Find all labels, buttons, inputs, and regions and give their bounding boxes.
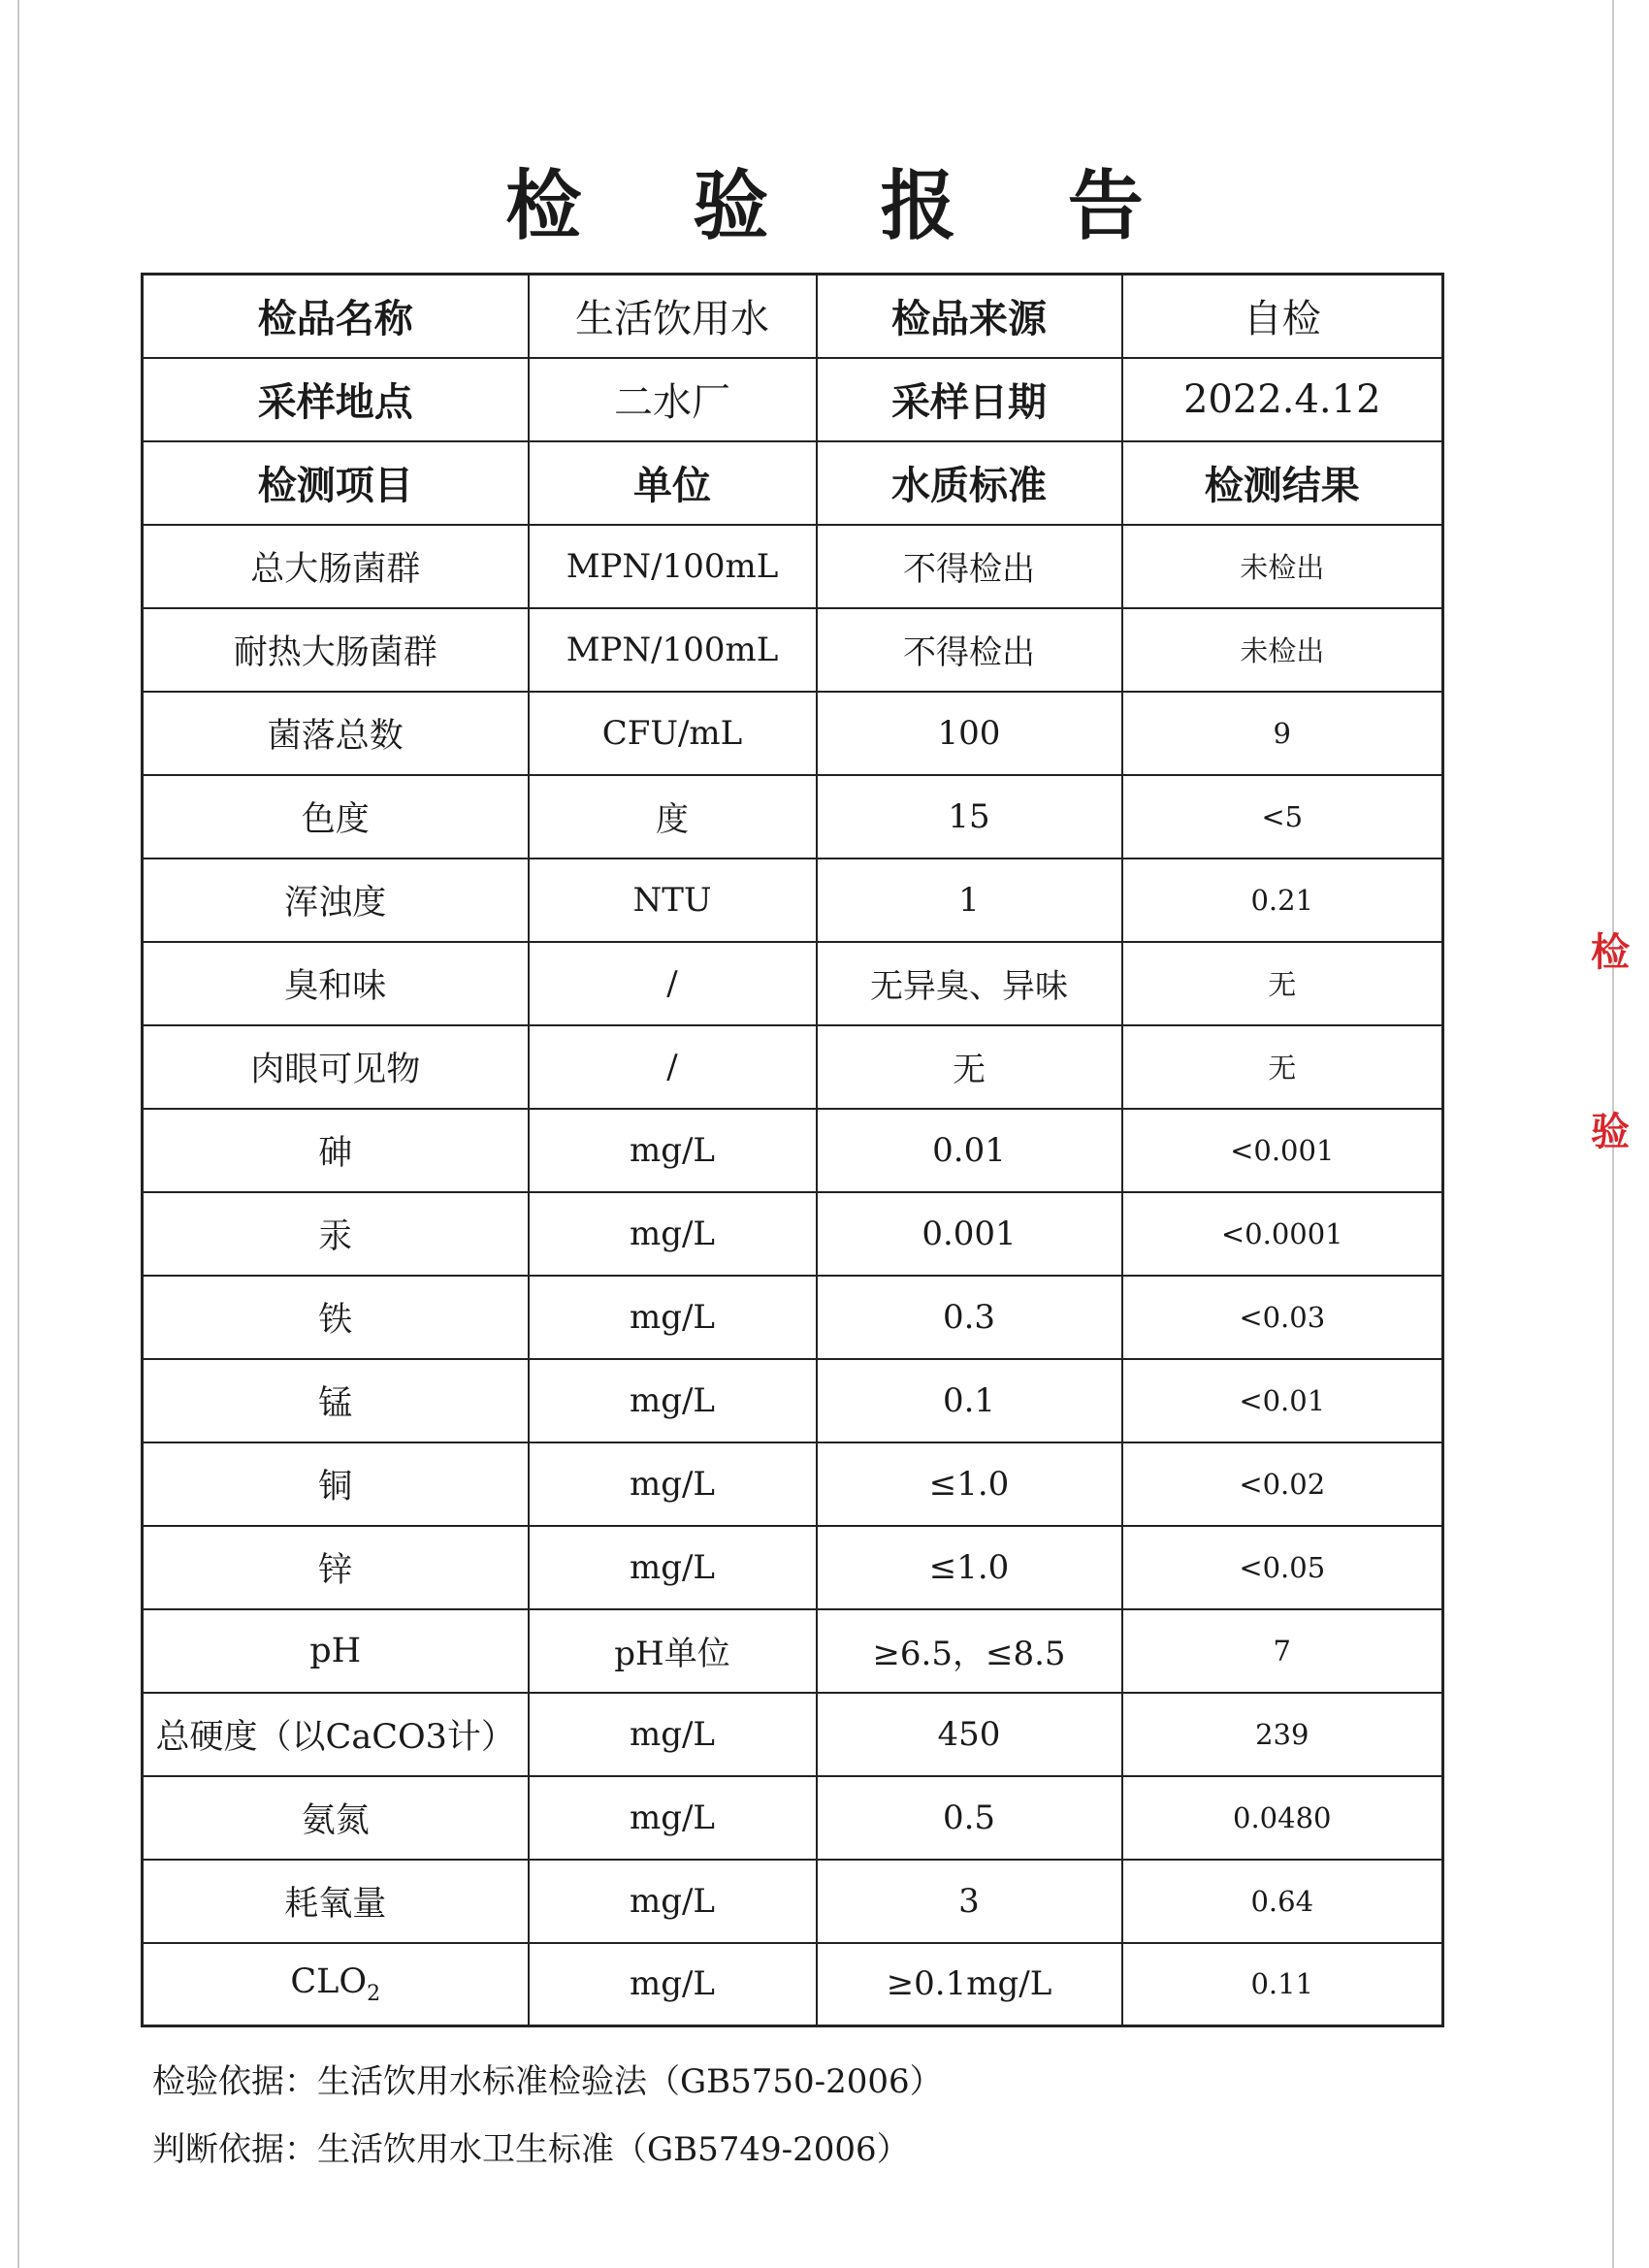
report-table	[141, 273, 1444, 2027]
result-cell: 0.21	[1122, 859, 1443, 942]
unit-cell: mg/L	[529, 1526, 817, 1609]
result-cell: 无	[1122, 942, 1443, 1025]
table-row	[143, 1025, 1443, 1109]
standard-cell: 无	[817, 1025, 1122, 1109]
result-cell: <0.001	[1122, 1109, 1443, 1192]
standard-cell: ≥6.5，≤8.5	[817, 1609, 1122, 1693]
standard-cell: 不得检出	[817, 608, 1122, 692]
unit-cell: CFU/mL	[529, 692, 817, 775]
unit-cell: mg/L	[529, 1109, 817, 1192]
sample-source-value: 自检	[1122, 275, 1443, 358]
item-cell: 浑浊度	[143, 859, 529, 942]
result-cell: <0.02	[1122, 1442, 1443, 1526]
table-row	[143, 1776, 1443, 1860]
table-row	[143, 692, 1443, 775]
header-row-sampling	[143, 358, 1443, 441]
header-row-sample	[143, 275, 1443, 358]
standard-cell: ≤1.0	[817, 1526, 1122, 1609]
table-row	[143, 1609, 1443, 1693]
table-row	[143, 1860, 1443, 1943]
item-cell: 菌落总数	[143, 692, 529, 775]
unit-cell: mg/L	[529, 1359, 817, 1442]
table-row	[143, 1192, 1443, 1276]
item-cell: 耗氧量	[143, 1860, 529, 1943]
item-formula: CLO	[290, 1961, 368, 2001]
sample-source-label: 检品来源	[817, 275, 1122, 358]
report-title: 检 验 报 告	[505, 163, 1186, 250]
table-row	[143, 1442, 1443, 1526]
sampling-date-label: 采样日期	[817, 358, 1122, 441]
item-cell: 锌	[143, 1526, 529, 1609]
item-cell: 砷	[143, 1109, 529, 1192]
standard-cell: 0.01	[817, 1109, 1122, 1192]
column-header-standard: 水质标准	[817, 441, 1122, 525]
table-row	[143, 1109, 1443, 1192]
unit-cell: /	[529, 942, 817, 1025]
red-stamp-fragment-bottom: 验	[1591, 1110, 1630, 1154]
item-cell: 耐热大肠菌群	[143, 608, 529, 692]
table-row	[143, 1276, 1443, 1359]
table-row	[143, 1943, 1443, 2026]
sampling-site-label: 采样地点	[143, 358, 529, 441]
result-rows	[143, 525, 1443, 2026]
standard-cell: 1	[817, 859, 1122, 942]
item-cell: 肉眼可见物	[143, 1025, 529, 1109]
standard-cell: ≤1.0	[817, 1442, 1122, 1526]
red-stamp-fragment-top: 检	[1591, 930, 1630, 975]
item-cell: 氨氮	[143, 1776, 529, 1860]
table-row	[143, 859, 1443, 942]
standard-cell: 3	[817, 1860, 1122, 1943]
sample-name-value: 生活饮用水	[529, 275, 817, 358]
item-cell: 色度	[143, 775, 529, 859]
unit-cell: mg/L	[529, 1943, 817, 2026]
unit-cell: /	[529, 1025, 817, 1109]
standard-cell: 不得检出	[817, 525, 1122, 608]
result-cell: 239	[1122, 1693, 1443, 1776]
unit-cell: 度	[529, 775, 817, 859]
result-cell: 0.11	[1122, 1943, 1443, 2026]
column-header-row	[143, 441, 1443, 525]
item-cell: 铁	[143, 1276, 529, 1359]
item-cell: pH	[143, 1609, 529, 1693]
result-cell: 未检出	[1122, 608, 1443, 692]
unit-cell: MPN/100mL	[529, 608, 817, 692]
sample-name-label: 检品名称	[143, 275, 529, 358]
standard-cell: 100	[817, 692, 1122, 775]
result-cell: <0.03	[1122, 1276, 1443, 1359]
column-header-unit: 单位	[529, 441, 817, 525]
item-cell: 汞	[143, 1192, 529, 1276]
item-formula-subscript: 2	[367, 1981, 381, 2006]
table-row	[143, 775, 1443, 859]
item-cell: 锰	[143, 1359, 529, 1442]
test-basis: 检验依据：生活饮用水标准检验法（GB5750-2006）	[152, 2062, 943, 2101]
item-cell	[143, 1943, 529, 2026]
unit-cell: mg/L	[529, 1442, 817, 1526]
standard-cell: 0.3	[817, 1276, 1122, 1359]
result-cell: 0.0480	[1122, 1776, 1443, 1860]
table-row	[143, 525, 1443, 608]
result-cell: <0.0001	[1122, 1192, 1443, 1276]
column-header-item: 检测项目	[143, 441, 529, 525]
standard-cell: 0.1	[817, 1359, 1122, 1442]
standard-cell: 0.5	[817, 1776, 1122, 1860]
result-cell: <0.01	[1122, 1359, 1443, 1442]
item-cell: 臭和味	[143, 942, 529, 1025]
column-header-result: 检测结果	[1122, 441, 1443, 525]
result-cell: 无	[1122, 1025, 1443, 1109]
result-cell: 未检出	[1122, 525, 1443, 608]
unit-cell: mg/L	[529, 1860, 817, 1943]
table-row	[143, 608, 1443, 692]
judgement-basis: 判断依据：生活饮用水卫生标准（GB5749-2006）	[152, 2130, 910, 2169]
standard-cell: 无异臭、异味	[817, 942, 1122, 1025]
unit-cell: MPN/100mL	[529, 525, 817, 608]
unit-cell: mg/L	[529, 1693, 817, 1776]
unit-cell: pH单位	[529, 1609, 817, 1693]
result-cell: <0.05	[1122, 1526, 1443, 1609]
unit-cell: mg/L	[529, 1776, 817, 1860]
standard-cell: 0.001	[817, 1192, 1122, 1276]
result-cell: 9	[1122, 692, 1443, 775]
item-cell: 铜	[143, 1442, 529, 1526]
standard-cell: 450	[817, 1693, 1122, 1776]
item-cell: 总硬度（以CaCO3计）	[143, 1693, 529, 1776]
unit-cell: mg/L	[529, 1192, 817, 1276]
unit-cell: mg/L	[529, 1276, 817, 1359]
standard-cell: 15	[817, 775, 1122, 859]
sampling-date-value: 2022.4.12	[1122, 358, 1443, 441]
table-row	[143, 1693, 1443, 1776]
item-cell: 总大肠菌群	[143, 525, 529, 608]
result-cell: 0.64	[1122, 1860, 1443, 1943]
unit-cell: NTU	[529, 859, 817, 942]
result-cell: 7	[1122, 1609, 1443, 1693]
table-row	[143, 1359, 1443, 1442]
table-row	[143, 1526, 1443, 1609]
left-scan-edge	[17, 0, 19, 2268]
sampling-site-value: 二水厂	[529, 358, 817, 441]
standard-cell: ≥0.1mg/L	[817, 1943, 1122, 2026]
result-cell: <5	[1122, 775, 1443, 859]
table-row	[143, 942, 1443, 1025]
